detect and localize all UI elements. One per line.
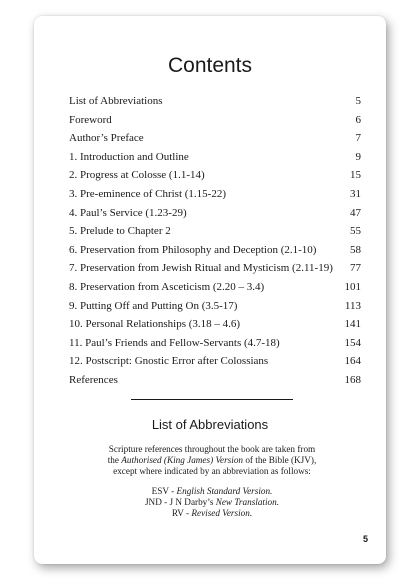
toc-entry — [69, 355, 361, 374]
toc-entry-title: 7. Preservation from Jewish Ritual and Mysticism (2.11-19) — [69, 262, 333, 275]
toc-entry — [69, 169, 361, 188]
toc-entry-page: 77 — [350, 262, 361, 275]
toc-entry — [69, 95, 361, 114]
toc-entry-title: 9. Putting Off and Putting On (3.5-17) — [69, 299, 238, 312]
toc-entry-page: 31 — [350, 187, 361, 200]
abbreviation-item — [74, 497, 350, 508]
abbreviation-prefix: J N Darby’s — [169, 497, 216, 508]
toc-entry — [69, 318, 361, 337]
toc-entry-title: 8. Preservation from Asceticism (2.20 – 3.4) — [69, 280, 265, 293]
abbreviations-intro — [74, 444, 350, 478]
toc-entry-title: 12. Postscript: Gnostic Error after Colossians — [69, 355, 269, 368]
toc-entry-page: 141 — [344, 318, 361, 331]
abbreviation-item — [74, 508, 350, 519]
toc-entry-page: 55 — [350, 225, 361, 238]
intro-line: except where indicated by an abbreviation as follows: — [113, 466, 311, 477]
toc-entry-title: 6. Preservation from Philosophy and Deception (2.1-10) — [69, 243, 317, 256]
table-of-contents — [69, 95, 361, 393]
toc-entry-title: 4. Paul’s Service (1.23-29) — [69, 206, 187, 219]
toc-entry — [69, 151, 361, 170]
toc-entry-title: 1. Introduction and Outline — [69, 150, 189, 163]
toc-entry — [69, 374, 361, 393]
toc-entry-page: 58 — [350, 243, 361, 256]
toc-entry-page: 113 — [344, 299, 361, 312]
toc-entry — [69, 300, 361, 319]
toc-entry-page: 9 — [355, 150, 361, 163]
abbreviation-name: Revised Version. — [191, 508, 253, 519]
toc-entry-page: 154 — [344, 336, 361, 349]
toc-entry — [69, 225, 361, 244]
page-title: Contents — [167, 54, 253, 77]
intro-line — [74, 455, 350, 466]
abbreviation-code: JND — [144, 497, 162, 508]
abbreviation-code: ESV — [151, 486, 169, 496]
toc-entry — [69, 262, 361, 281]
toc-entry-title: Foreword — [69, 113, 112, 126]
toc-entry-page: 101 — [344, 280, 361, 293]
abbreviation-separator: - — [161, 497, 170, 508]
toc-entry-title: 2. Progress at Colosse (1.1-14) — [69, 169, 205, 182]
page-number: 5 — [362, 534, 368, 544]
abbreviation-separator: - — [168, 486, 177, 496]
abbreviation-name: English Standard Version. — [176, 486, 273, 496]
abbreviation-code: RV — [171, 508, 184, 519]
intro-text: the — [107, 455, 122, 466]
abbreviation-separator: - — [183, 508, 192, 519]
toc-entry-page: 6 — [355, 113, 361, 126]
toc-entry — [69, 114, 361, 133]
intro-text: of the Bible (KJV), — [243, 455, 317, 466]
abbreviations-list — [74, 486, 350, 520]
toc-entry-title: References — [69, 373, 118, 386]
intro-line: Scripture references throughout the book are taken from — [108, 444, 316, 454]
section-divider — [131, 399, 293, 400]
toc-entry — [69, 281, 361, 300]
toc-entry-page: 7 — [355, 132, 361, 145]
toc-entry-title: 5. Prelude to Chapter 2 — [69, 225, 171, 238]
toc-entry — [69, 132, 361, 151]
abbreviation-item — [74, 486, 350, 497]
toc-entry-title: Author’s Preface — [69, 132, 144, 145]
toc-entry — [69, 337, 361, 356]
toc-entry-page: 164 — [344, 355, 361, 368]
toc-entry-title: 10. Personal Relationships (3.18 – 4.6) — [69, 318, 241, 331]
abbreviation-name: New Translation. — [215, 497, 280, 508]
toc-entry-page: 168 — [344, 373, 361, 386]
toc-entry-title: 3. Pre-eminence of Christ (1.15-22) — [69, 187, 227, 200]
intro-version-name: Authorised (King James) Version — [121, 455, 244, 466]
toc-entry-title: List of Abbreviations — [69, 95, 163, 107]
toc-entry-page: 47 — [350, 206, 361, 219]
book-page — [34, 16, 386, 564]
toc-entry-page: 5 — [355, 95, 361, 107]
toc-entry — [69, 188, 361, 207]
toc-entry — [69, 207, 361, 226]
toc-entry-page: 15 — [350, 169, 361, 182]
abbreviations-heading: List of Abbreviations — [151, 417, 269, 432]
toc-entry-title: 11. Paul’s Friends and Fellow-Servants (4.7-18) — [69, 336, 280, 349]
toc-entry — [69, 244, 361, 263]
